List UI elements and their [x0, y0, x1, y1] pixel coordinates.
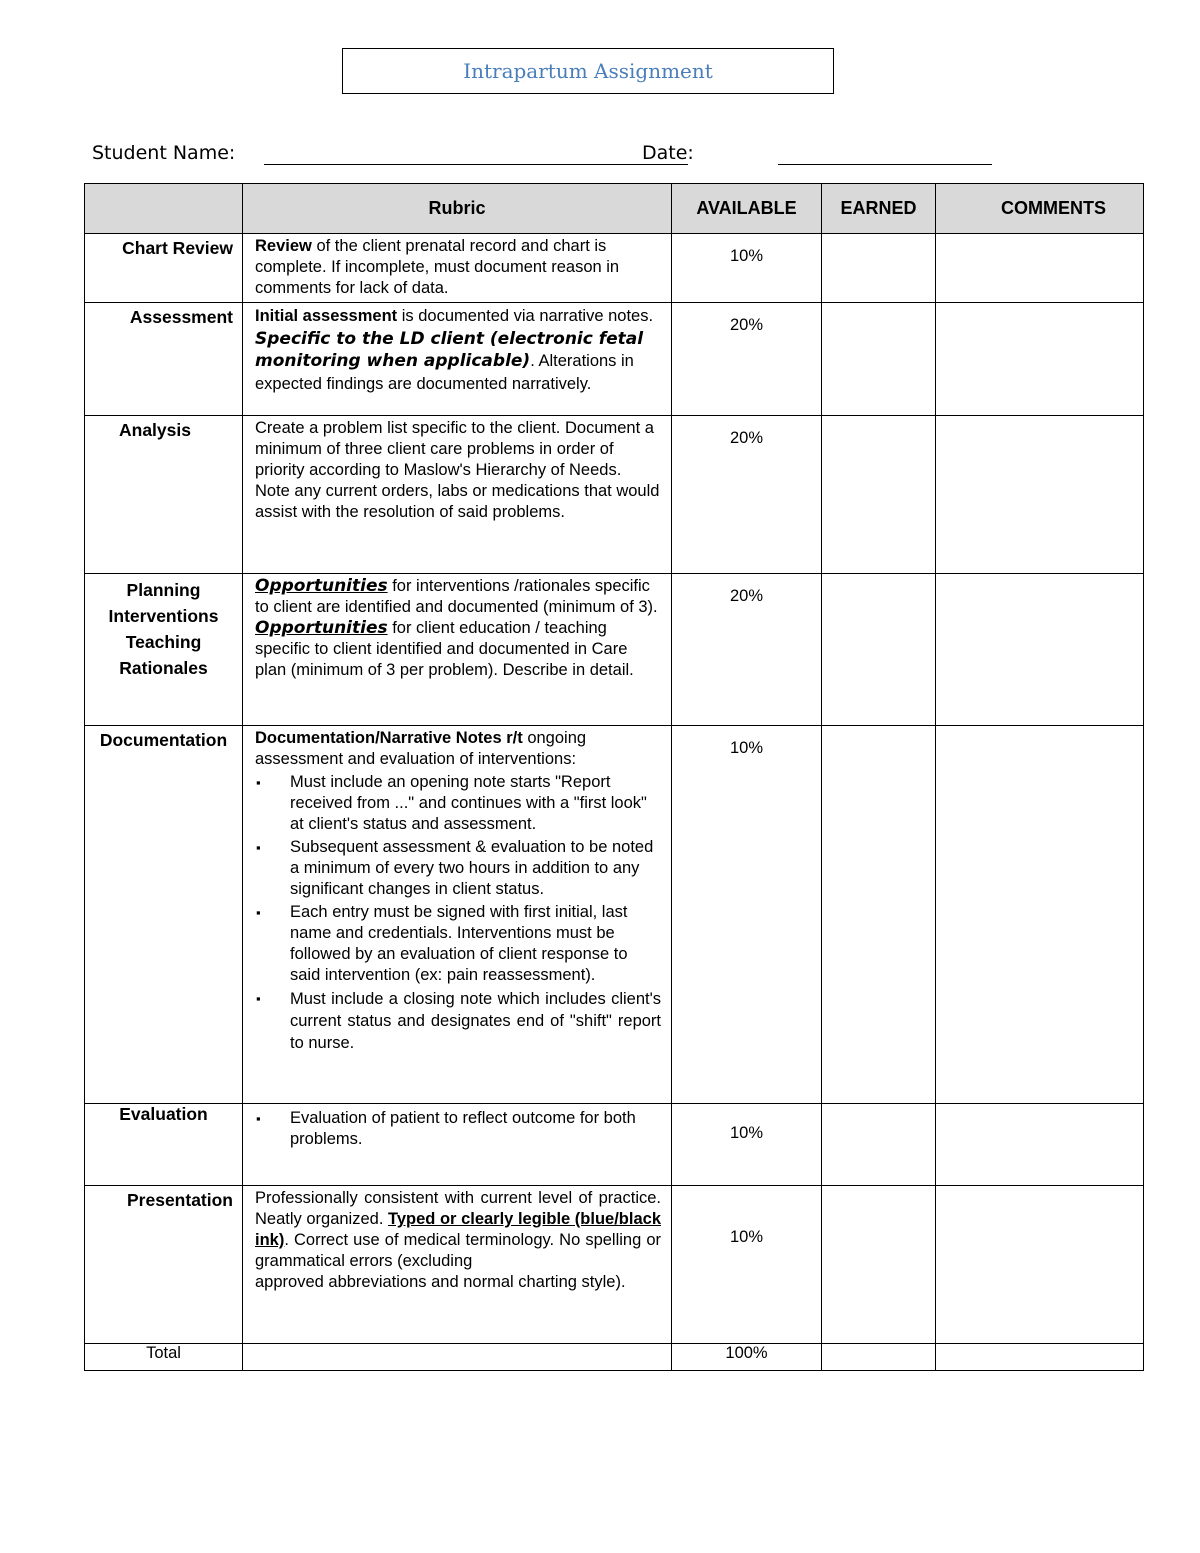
table-row: [85, 1104, 1144, 1186]
rubric-text: is documented via narrative notes.: [397, 307, 654, 325]
student-name-label: Student Name:: [92, 142, 236, 164]
rubric-emphasis: Opportunities: [255, 576, 388, 596]
available-value: 20%: [672, 416, 822, 574]
rubric-bold-lead: Documentation/Narrative Notes r/t: [255, 729, 523, 747]
table-row: [85, 416, 1144, 574]
documentation-bullet-list: [255, 772, 661, 1054]
table-header-row: [85, 184, 1144, 234]
rubric-text: . Correct use of medical terminology. No spelling or grammatical errors (excluding: [255, 1231, 661, 1270]
rubric-cell: [243, 1104, 672, 1186]
row-label: Evaluation: [85, 1104, 243, 1186]
rubric-cell: [243, 1186, 672, 1344]
evaluation-bullet-list: [255, 1108, 661, 1150]
list-item: ▪ Each entry must be signed with first initial, last name and credentials. Interventions must be followed by an evaluation of client response to said intervention (ex: pain reassessment).: [255, 902, 661, 986]
total-rubric-cell: [243, 1344, 672, 1371]
header-rubric: Rubric: [243, 184, 672, 234]
list-item: ▪ Evaluation of patient to reflect outcome for both problems.: [255, 1108, 661, 1150]
page-title: Intrapartum Assignment: [463, 59, 713, 83]
rubric-text: for client education / teaching specific to client identified and documented in Care plan (minimum of 3 per problem). Describe in detail.: [255, 619, 634, 679]
rubric-cell: [243, 726, 672, 1104]
table-row: [85, 303, 1144, 416]
comments-cell[interactable]: [936, 1186, 1144, 1344]
available-value: 20%: [672, 574, 822, 726]
row-label-line: Rationales: [119, 658, 208, 678]
comments-cell[interactable]: [936, 1104, 1144, 1186]
earned-cell[interactable]: [822, 303, 936, 416]
earned-cell[interactable]: [822, 1104, 936, 1186]
earned-cell[interactable]: [822, 726, 936, 1104]
rubric-text: of the client prenatal record and chart is complete. If incomplete, must document reason in comments for lack of data.: [255, 237, 620, 297]
header-blank: [85, 184, 243, 234]
rubric-bold-lead: Review: [255, 237, 312, 255]
table-row: [85, 574, 1144, 726]
table-row: [85, 234, 1144, 303]
header-earned: EARNED: [822, 184, 936, 234]
row-label: [85, 574, 243, 726]
rubric-text: Note any current orders, labs or medications that would assist with the resolution of said problems.: [255, 482, 660, 521]
available-value: 10%: [672, 1104, 822, 1186]
rubric-cell: [243, 574, 672, 726]
rubric-table: [84, 183, 1144, 1371]
available-value: 10%: [672, 726, 822, 1104]
rubric-emphasis: Opportunities: [255, 618, 388, 638]
row-label: Documentation: [85, 726, 243, 1104]
rubric-text: . Alterations in expected findings are documented narratively.: [255, 352, 634, 393]
header-comments: COMMENTS: [936, 184, 1144, 234]
available-value: 10%: [672, 234, 822, 303]
table-row: [85, 726, 1144, 1104]
rubric-cell: [243, 416, 672, 574]
earned-cell[interactable]: [822, 234, 936, 303]
rubric-underlined: Typed or clearly legible (blue/black ink): [255, 1210, 661, 1249]
student-info-row: [92, 140, 1002, 170]
total-row: [85, 1344, 1144, 1371]
list-item: ▪ Must include a closing note which includes client's current status and designates end of "shift" report to nurse.: [255, 988, 661, 1054]
rubric-text: for interventions /rationales specific to client are identified and documented (minimum of 3).: [255, 577, 658, 616]
title-box: [342, 48, 834, 94]
rubric-emphasis: Specific to the LD client (electronic fetal monitoring when applicable): [255, 328, 644, 371]
row-label-line: Planning: [126, 580, 201, 600]
total-available: 100%: [672, 1344, 822, 1371]
student-name-field[interactable]: [264, 164, 688, 165]
row-label: Assessment: [85, 303, 243, 416]
date-field[interactable]: [778, 164, 992, 165]
comments-cell[interactable]: [936, 726, 1144, 1104]
available-value: 10%: [672, 1186, 822, 1344]
list-item: ▪ Must include an opening note starts "Report received from ..." and continues with a "first look" at client's status and assessment.: [255, 772, 661, 835]
comments-cell[interactable]: [936, 574, 1144, 726]
row-label: Analysis: [85, 416, 243, 574]
earned-cell[interactable]: [822, 574, 936, 726]
total-label: Total: [85, 1344, 243, 1371]
rubric-text: ongoing assessment and evaluation of interventions:: [255, 729, 587, 768]
rubric-bold-lead: Initial assessment: [255, 307, 398, 325]
row-label: Chart Review: [85, 234, 243, 303]
row-label-line: Teaching: [125, 632, 202, 652]
rubric-cell: [243, 234, 672, 303]
row-label: Presentation: [85, 1186, 243, 1344]
row-label-line: Interventions: [108, 606, 219, 626]
table-row: [85, 1186, 1144, 1344]
available-value: 20%: [672, 303, 822, 416]
comments-cell[interactable]: [936, 303, 1144, 416]
comments-cell[interactable]: [936, 416, 1144, 574]
rubric-cell: [243, 303, 672, 416]
list-item: ▪ Subsequent assessment & evaluation to be noted a minimum of every two hours in addition to any significant changes in client status.: [255, 837, 661, 900]
earned-cell[interactable]: [822, 416, 936, 574]
rubric-text: Create a problem list specific to the client. Document a minimum of three client care problems in order of priority according to Maslow's Hierarchy of Needs.: [255, 419, 654, 479]
rubric-text: approved abbreviations and normal charting style).: [255, 1273, 626, 1291]
total-earned-cell[interactable]: [822, 1344, 936, 1371]
comments-cell[interactable]: [936, 234, 1144, 303]
header-available: AVAILABLE: [672, 184, 822, 234]
date-label: Date:: [642, 142, 694, 164]
earned-cell[interactable]: [822, 1186, 936, 1344]
rubric-text: Professionally consistent with current level of practice. Neatly organized.: [255, 1189, 661, 1228]
total-comments-cell[interactable]: [936, 1344, 1144, 1371]
